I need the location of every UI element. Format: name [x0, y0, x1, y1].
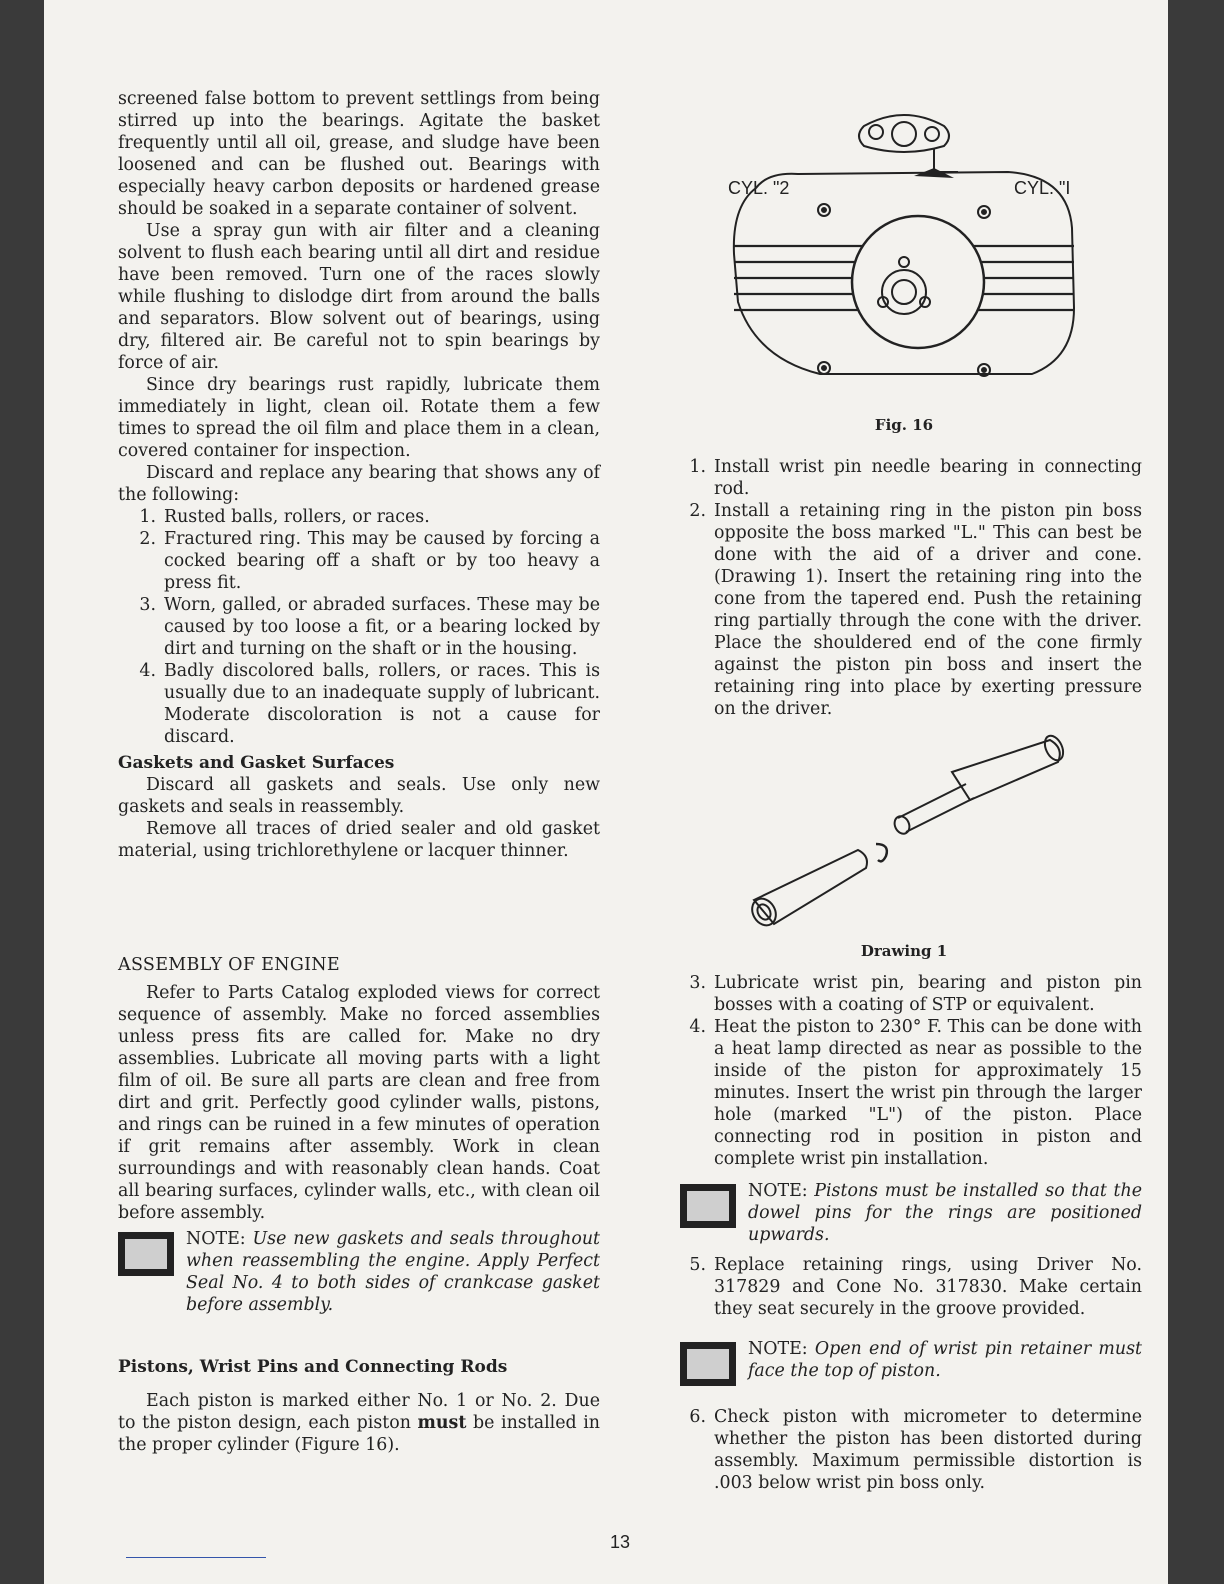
cyl2-label: CYL. "2 — [728, 178, 790, 198]
paragraph: Discard all gaskets and seals. Use only new gaskets and seals in reassembly. — [118, 775, 600, 817]
note-block — [118, 1228, 600, 1316]
paragraph: Refer to Parts Catalog exploded views for correct sequence of assembly. Make no forced assemblies unless press fits are called for. Make no dry assemblies. Lubricate all moving parts with a light film of oil. Be sure all parts are clean and free from dirt and grit. Perfectly good cylinder walls, pistons, and rings can be ruined in a few minutes of operation if grit remains after assembly. Work in clean surroundings and with reasonably clean hands. Coat all bearing surfaces, cylinder walls, etc., with clean oil before assembly. — [118, 983, 600, 1223]
list-item: 2. Install a retaining ring in the piston pin boss opposite the boss marked "L." This can best be done with the aid of a driver and cone. (Drawing 1). Insert the retaining ring into the cone from the tapered end. Push the retaining ring partially through the cone with the driver. Place the shouldered end of the cone firmly against the piston pin boss and insert the retaining ring into place by exerting pressure on the driver. — [689, 501, 1142, 719]
note-block — [680, 1180, 1142, 1246]
page-number: 13 — [610, 1532, 631, 1552]
list-item: 1. Install wrist pin needle bearing in connecting rod. — [689, 457, 1142, 499]
drawing1-driver-and-cone — [730, 730, 1090, 940]
note-icon — [680, 1184, 736, 1228]
note-block — [680, 1338, 1142, 1386]
list-item: 4. Badly discolored balls, rollers, or races. This is usually due to an inadequate supply of lubricant. Moderate discoloration is not a cause for discard. — [139, 661, 600, 747]
list-item: 6. Check piston with micrometer to determine whether the piston has been distorted during assembly. Maximum permissible distortion is .003 below wrist pin boss only. — [689, 1407, 1142, 1493]
fig16-crankcase-diagram — [708, 96, 1088, 416]
note-label: NOTE: — [748, 1339, 808, 1359]
fig16-caption: Fig. 16 — [874, 416, 934, 434]
note-label: NOTE: — [186, 1229, 246, 1249]
drawing1-caption: Drawing 1 — [860, 942, 948, 960]
right-column-bottom — [680, 972, 1142, 1494]
right-column-top — [680, 456, 1142, 720]
paragraph: Use a spray gun with air filter and a cleaning solvent to flush each bearing until all dirt and residue have been removed. Turn one of the races slowly while flushing to dislodge dirt from around the balls and separators. Blow solvent out of bearings, using dry, filtered air. Be careful not to spin bearings by force of air. — [118, 221, 600, 373]
list-item: 3. Lubricate wrist pin, bearing and piston pin bosses with a coating of STP or equivalent. — [689, 973, 1142, 1015]
gaskets-heading: Gaskets and Gasket Surfaces — [118, 753, 395, 773]
cyl1-label: CYL. "I — [1014, 178, 1071, 198]
left-column — [118, 88, 600, 1456]
paragraph: Each piston is marked either No. 1 or No. 2. Due to the piston design, each piston must be installed in the proper cylinder (Figure 16). — [118, 1391, 600, 1455]
paragraph: screened false bottom to prevent settlings from being stirred up into the bearings. Agitate the basket frequently until all oil, grease, and sludge have been loosened and can be flushed out. Bearings with especially heavy carbon deposits or hardened grease should be soaked in a separate container of solvent. — [118, 89, 600, 219]
note-text: Use new gaskets and seals throughout when reassembling the engine. Apply Perfect Seal No. 4 to both sides of crankcase gasket before assembly. — [186, 1229, 601, 1315]
note-icon — [118, 1232, 174, 1276]
list-item: 1. Rusted balls, rollers, or races. — [139, 507, 430, 527]
list-item: 2. Fractured ring. This may be caused by forcing a cocked bearing off a shaft or by too heavy a press fit. — [139, 529, 600, 593]
footer-rule — [126, 1557, 266, 1558]
list-item: 3. Worn, galled, or abraded surfaces. These may be caused by too loose a fit, or a bearing locked by dirt and turning on the shaft or in the housing. — [139, 595, 600, 659]
list-item: 4. Heat the piston to 230° F. This can be done with a heat lamp directed as near as possible to the inside of the piston for approximately 15 minutes. Insert the wrist pin through the larger hole (marked "L") of the piston. Place connecting rod in position in piston and complete wrist pin installation. — [689, 1017, 1142, 1169]
note-text: Open end of wrist pin retainer must face the top of piston. — [748, 1339, 1142, 1381]
paragraph: Discard and replace any bearing that shows any of the following: — [118, 463, 600, 505]
list-item: 5. Replace retaining rings, using Driver No. 317829 and Cone No. 317830. Make certain they seat securely in the groove provided. — [689, 1255, 1142, 1319]
manual-page — [44, 0, 1168, 1584]
note-icon — [680, 1342, 736, 1386]
paragraph: Remove all traces of dried sealer and old gasket material, using trichlorethylene or lacquer thinner. — [118, 819, 600, 861]
assembly-heading: ASSEMBLY OF ENGINE — [118, 955, 340, 975]
note-label: NOTE: — [748, 1181, 808, 1201]
discard-list — [118, 506, 600, 748]
paragraph: Since dry bearings rust rapidly, lubricate them immediately in light, clean oil. Rotate them a few times to spread the oil film and place them in a clean, covered container for inspection. — [118, 375, 600, 461]
pistons-heading: Pistons, Wrist Pins and Connecting Rods — [118, 1357, 508, 1377]
note-text: Pistons must be installed so that the dowel pins for the rings are positioned upwards. — [748, 1181, 1142, 1245]
